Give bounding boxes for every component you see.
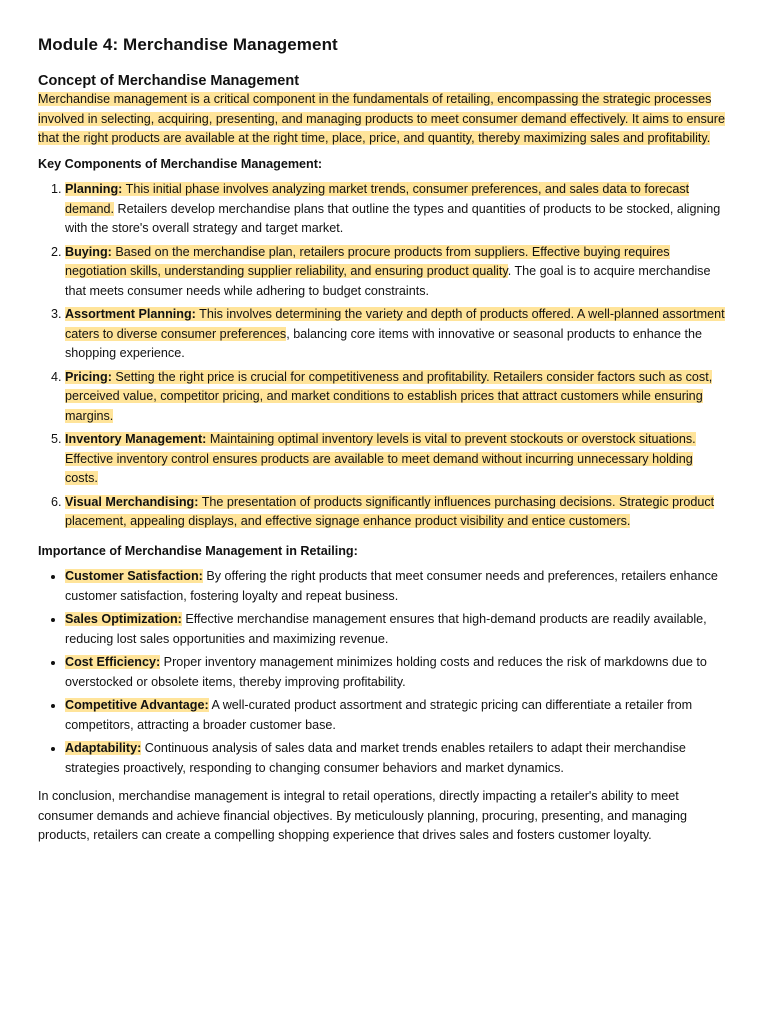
concept-intro-text: Merchandise management is a critical component in the fundamentals of retailing, encompassing the strategic processes involved in selecting, acquiring, presenting, and managing products to meet consumer demand effectively. It aims to ensure that the right products are available at the right time, place, price, and quantity, thereby maximizing sales and profitability. bbox=[38, 92, 725, 145]
item-highlight: The presentation of products significantly influences purchasing decisions. Strategic product placement, appealing displays, and effective signage enhance product visibility and entice customers. bbox=[65, 494, 715, 528]
item-term: Cost Efficiency: bbox=[65, 655, 161, 669]
item-highlight: Maintaining optimal inventory levels is vital to prevent stockouts or overstock situations. Effective inventory control ensures products are available to meet demand without incurring unnecessary holding costs. bbox=[65, 432, 696, 485]
list-item bbox=[65, 739, 728, 778]
item-rest: Effective merchandise management ensures that high-demand products are readily available, reducing lost sales opportunities and maximizing revenue. bbox=[65, 612, 707, 646]
item-term: Planning: bbox=[65, 182, 123, 196]
page-title: Module 4: Merchandise Management bbox=[38, 35, 338, 54]
list-item bbox=[65, 368, 728, 427]
list-item bbox=[65, 567, 728, 606]
list-item bbox=[65, 430, 728, 489]
importance-heading: Importance of Merchandise Management in Retailing: bbox=[38, 543, 358, 558]
list-item bbox=[65, 696, 728, 735]
item-highlight: This involves determining the variety and depth of products offered. A well-planned assortment caters to diverse consumer preferences bbox=[65, 307, 725, 341]
list-item bbox=[65, 493, 728, 532]
components-heading: Key Components of Merchandise Management: bbox=[38, 156, 323, 171]
item-rest: A well-curated product assortment and strategic pricing can differentiate a retailer from competitors, attracting a broader customer base. bbox=[65, 698, 693, 732]
item-rest: , balancing core items with innovative or seasonal products to enhance the shopping experience. bbox=[65, 326, 703, 360]
item-term: Inventory Management: bbox=[65, 432, 207, 446]
item-rest: Retailers develop merchandise plans that outline the types and quantities of products to be stocked, aligning with the store's overall strategy and target market. bbox=[65, 201, 721, 235]
item-term: Assortment Planning: bbox=[65, 307, 196, 321]
item-rest: Continuous analysis of sales data and market trends enables retailers to adapt their merchandise strategies proactively, responding to changing consumer behaviors and market dynamics. bbox=[65, 741, 686, 775]
item-term: Sales Optimization: bbox=[65, 612, 182, 626]
item-term: Adaptability: bbox=[65, 741, 142, 755]
components-list bbox=[38, 180, 728, 532]
item-term: Buying: bbox=[65, 244, 112, 259]
item-rest: . The goal is to acquire merchandise that meets consumer needs while adhering to budget constraints. bbox=[65, 264, 711, 298]
item-rest: Proper inventory management minimizes holding costs and reduces the risk of markdowns due to overstocked or obsolete items, thereby improving profitability. bbox=[65, 655, 707, 689]
concept-intro bbox=[38, 90, 728, 149]
item-term: Pricing: bbox=[65, 369, 112, 384]
conclusion-paragraph: In conclusion, merchandise management is integral to retail operations, directly impacting a retailer's ability to meet consumer demands and achieve financial objectives. By meticulously planning, procuring, presenting, and managing products, retailers can create a compelling shopping experience that drives sales and fosters customer loyalty. bbox=[38, 789, 687, 842]
list-item bbox=[65, 305, 728, 364]
item-term: Customer Satisfaction: bbox=[65, 569, 203, 583]
item-rest: By offering the right products that meet consumer needs and preferences, retailers enhance customer satisfaction, fostering loyalty and repeat business. bbox=[65, 569, 718, 603]
list-item bbox=[65, 610, 728, 649]
list-item bbox=[65, 653, 728, 692]
list-item bbox=[65, 180, 728, 239]
item-highlight: This initial phase involves analyzing market trends, consumer preferences, and sales data to forecast demand. bbox=[65, 182, 690, 216]
item-term: Visual Merchandising: bbox=[65, 494, 199, 509]
concept-heading: Concept of Merchandise Management bbox=[38, 73, 300, 89]
item-highlight: Setting the right price is crucial for competitiveness and profitability. Retailers consider factors such as cost, perceived value, competitor pricing, and market conditions to establish prices that attract customers while ensuring margins. bbox=[65, 369, 713, 423]
list-item bbox=[65, 243, 728, 302]
importance-list bbox=[38, 567, 728, 778]
item-highlight: Based on the merchandise plan, retailers procure products from suppliers. Effective buying requires negotiation skills, understanding supplier reliability, and ensuring product quality bbox=[65, 244, 670, 278]
item-term: Competitive Advantage: bbox=[65, 698, 209, 712]
